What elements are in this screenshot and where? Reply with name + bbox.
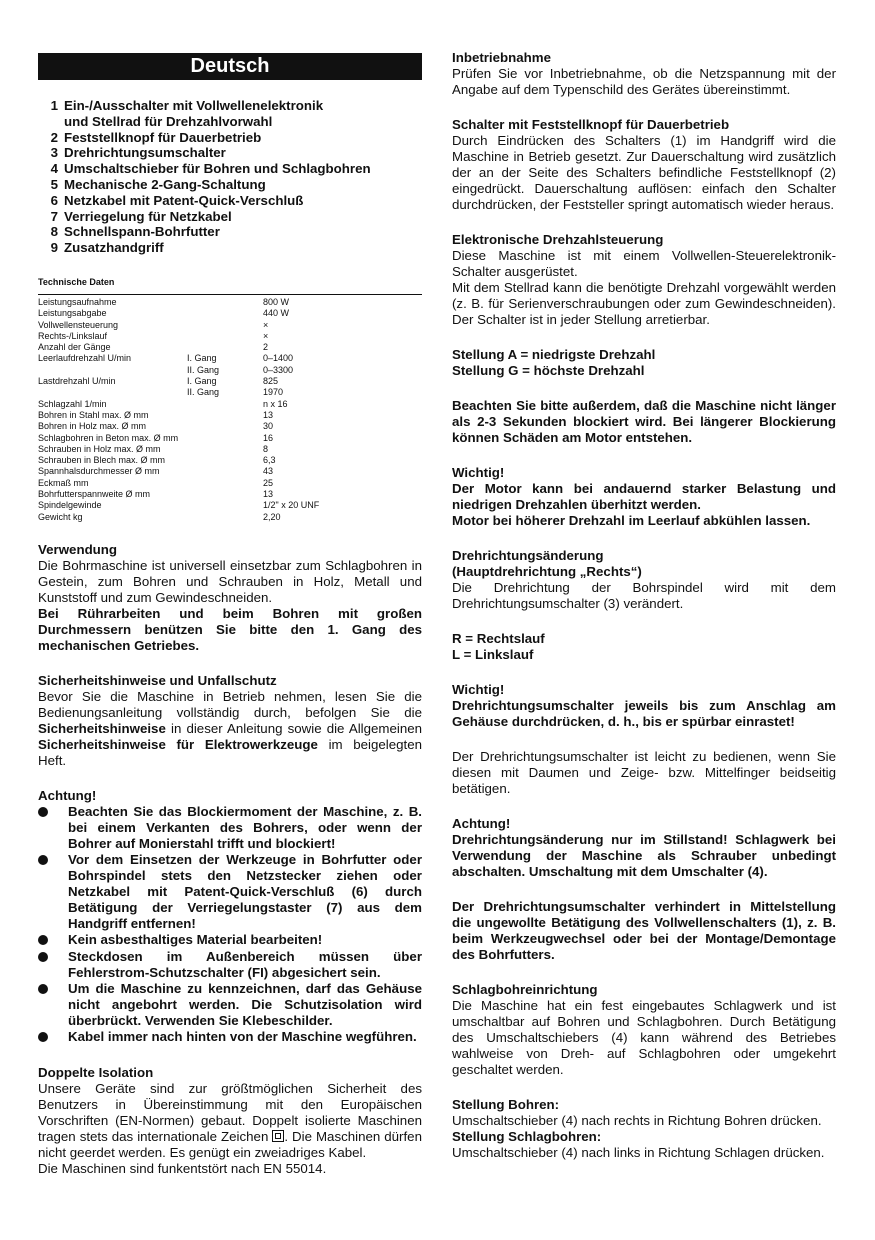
tech-data-row bbox=[38, 512, 422, 523]
bullet-item: Vor dem Einsetzen der Werkzeuge in Bohrfutter oder Bohrspindel stets den Netzstecker ziehen oder Netzkabel mit Patent-Quick-Verschluß (6) durch Betätigung der Verriegelungstaster (7) aus dem Handgriff entfernen! bbox=[38, 852, 422, 932]
tech-data-row bbox=[38, 444, 422, 455]
tech-data-value: × bbox=[263, 319, 269, 330]
section-wichtig-motor bbox=[452, 465, 836, 529]
section-doppelte-isolation bbox=[38, 1065, 422, 1177]
tech-data-value: 440 W bbox=[263, 308, 290, 319]
list-item: 8 Schnellspann-Bohrfutter bbox=[50, 224, 220, 240]
section-schalter bbox=[452, 117, 836, 213]
section-heading: Elektronische Drehzahlsteuerung bbox=[452, 232, 664, 247]
tech-data-value: 13 bbox=[263, 489, 274, 500]
section-achtung-stillstand bbox=[452, 816, 836, 880]
section-wichtig-umschalter bbox=[452, 682, 836, 730]
tech-data-sub bbox=[187, 512, 263, 523]
section-heading: Inbetriebnahme bbox=[452, 50, 552, 65]
tech-data-label: Schlagzahl 1/min bbox=[38, 398, 107, 409]
tech-data-row bbox=[38, 478, 422, 489]
tech-data-label: Anzahl der Gänge bbox=[38, 342, 111, 353]
section-heading: Achtung! bbox=[38, 787, 97, 803]
tech-data-row bbox=[38, 365, 422, 376]
tech-data-row bbox=[38, 466, 422, 477]
tech-data-sub bbox=[187, 500, 263, 511]
tech-data-label: Bohren in Holz max. Ø mm bbox=[38, 421, 147, 432]
paragraph: Diese Maschine ist mit einem Vollwellen-Steuerelektronik-Schalter ausgerüstet. bbox=[452, 248, 836, 279]
section-achtung bbox=[38, 788, 422, 1046]
tech-data-sub bbox=[187, 489, 263, 500]
tech-data-value: 1970 bbox=[263, 387, 284, 398]
paragraph: Die Maschinen sind funkentstört nach EN 55014. bbox=[38, 1160, 327, 1176]
tech-data-label: Lastdrehzahl U/min bbox=[38, 376, 116, 387]
bullet-item: Beachten Sie das Blockiermoment der Maschine, z. B. bei einem Verkanten des Bohrers, oder wenn der Bohrer auf Monierstahl trifft und blockiert! bbox=[38, 804, 422, 852]
tech-data-label: Schrauben in Holz max. Ø mm bbox=[38, 443, 161, 454]
tech-data-label: Schlagbohren in Beton max. Ø mm bbox=[38, 432, 179, 443]
bullet-item: Kabel immer nach hinten von der Maschine wegführen. bbox=[38, 1029, 422, 1046]
section-schlagbohr bbox=[452, 982, 836, 1078]
tech-data-value: 6,3 bbox=[263, 455, 276, 466]
paragraph-bold: Drehrichtungsumschalter jeweils bis zum Anschlag am Gehäuse durchdrücken, d. h., bis er spürbar einrastet! bbox=[452, 698, 836, 729]
tech-data-sub bbox=[187, 433, 263, 444]
tech-data-sub bbox=[187, 399, 263, 410]
right-column bbox=[452, 50, 836, 1161]
tech-data-label: Eckmaß mm bbox=[38, 477, 89, 488]
tech-data-value: 25 bbox=[263, 477, 274, 488]
section-heading: Wichtig! bbox=[452, 682, 505, 697]
tech-data-row bbox=[38, 320, 422, 331]
tech-data-label: Bohrfutterspannweite Ø mm bbox=[38, 489, 151, 500]
tech-data-sub bbox=[187, 444, 263, 455]
bullet-icon bbox=[38, 949, 68, 981]
tech-data-sub bbox=[187, 308, 263, 319]
section-rl bbox=[452, 631, 836, 663]
section-inbetriebnahme bbox=[452, 50, 836, 98]
section-heading: Doppelte Isolation bbox=[38, 1064, 154, 1080]
list-item: 1 Ein-/Ausschalter mit Vollwellenelektronik und Stellrad für Drehzahlvorwahl bbox=[50, 98, 324, 129]
double-insulation-icon bbox=[272, 1130, 284, 1142]
tech-data-row bbox=[38, 308, 422, 319]
stellung-g: Stellung G = höchste Drehzahl bbox=[452, 363, 645, 378]
tech-data-label: Gewicht kg bbox=[38, 511, 83, 522]
tech-data-sub: I. Gang bbox=[187, 376, 217, 387]
section-heading: Drehrichtungsänderung bbox=[452, 548, 604, 563]
paragraph: Die Drehrichtung der Bohrspindel wird mit dem Drehrichtungsumschalter (3) verändert. bbox=[452, 580, 836, 611]
paragraph: Mit dem Stellrad kann die benötigte Drehzahl vorgewählt werden (z. B. für Serienverschraubungen oder zum Gewindeschneiden). Der Schalter ist in jeder Stellung arretierbar. bbox=[452, 280, 836, 327]
list-item: 3 Drehrichtungsumschalter bbox=[50, 145, 226, 161]
tech-data-label: Spindelgewinde bbox=[38, 500, 102, 511]
section-heading: Stellung Bohren: bbox=[452, 1097, 560, 1112]
paragraph: Unsere Geräte sind zur größtmöglichen Sicherheit des Benutzers in Übereinstimmung mit den Europäischen Vorschriften (EN-Normen) gebaut. Doppelt isolierte Maschinen tragen stets das internationale Zeichen . Die Maschinen dürfen nicht geerdet werden. Es genügt ein zweiadriges Kabel. bbox=[38, 1080, 422, 1160]
bullet-icon bbox=[38, 804, 68, 852]
tech-data-sub bbox=[187, 320, 263, 331]
list-item: 9 Zusatzhandgriff bbox=[50, 240, 164, 256]
tech-data-row bbox=[38, 342, 422, 353]
tech-data-value: 8 bbox=[263, 443, 269, 454]
list-item: 5 Mechanische 2-Gang-Schaltung bbox=[50, 176, 266, 192]
bullet-icon bbox=[38, 852, 68, 932]
tech-data-value: 2,20 bbox=[263, 511, 281, 522]
rechtslauf: R = Rechtslauf bbox=[452, 631, 545, 646]
stellung-a: Stellung A = niedrigste Drehzahl bbox=[452, 347, 656, 362]
tech-data-sub bbox=[187, 455, 263, 466]
paragraph: Der Drehrichtungsumschalter ist leicht zu bedienen, wenn Sie diesen mit Daumen und Zeige- bzw. Mittelfinger beidseitig betätigen. bbox=[452, 749, 836, 796]
tech-data-row bbox=[38, 331, 422, 342]
section-verwendung bbox=[38, 542, 422, 654]
section-mittelstellung bbox=[452, 899, 836, 963]
section-heading: Sicherheitshinweise und Unfallschutz bbox=[38, 672, 277, 688]
linkslauf: L = Linkslauf bbox=[452, 647, 534, 662]
bullet-icon bbox=[38, 1029, 68, 1046]
tech-data-value: 43 bbox=[263, 466, 274, 477]
paragraph-bold: Drehrichtungsänderung nur im Stillstand! Schlagwerk bei Verwendung der Maschine als Schrauber unbedingt abschalten. Umschaltung mit dem Umschalter (4). bbox=[452, 832, 836, 879]
section-elektronik bbox=[452, 232, 836, 328]
paragraph: Die Bohrmaschine ist universell einsetzbar zum Schlagbohren in Gestein, zum Bohren und Schrauben in Holz, Metall und Kunststoff und zum Gewindeschneiden. bbox=[38, 557, 422, 605]
paragraph-bold: Der Motor kann bei andauernd starker Belastung und niedrigen Drehzahlen überhitzt werden. bbox=[452, 481, 836, 512]
tech-data-value: 0–1400 bbox=[263, 353, 294, 364]
section-stellung bbox=[452, 347, 836, 379]
tech-data-value: 1/2" x 20 UNF bbox=[263, 500, 320, 511]
tech-data-label: Spannhalsdurchmesser Ø mm bbox=[38, 466, 160, 477]
parts-list bbox=[38, 98, 422, 256]
section-heading: Schalter mit Feststellknopf für Dauerbetrieb bbox=[452, 117, 730, 132]
section-heading: Achtung! bbox=[452, 816, 511, 831]
tech-data-row bbox=[38, 353, 422, 364]
paragraph: Umschaltschieber (4) nach links in Richtung Schlagen drücken. bbox=[452, 1145, 825, 1160]
tech-data-table bbox=[38, 297, 422, 523]
tech-data-label bbox=[38, 365, 187, 376]
section-bedienung bbox=[452, 749, 836, 797]
tech-data-sub: I. Gang bbox=[187, 353, 217, 364]
tech-data-label: Rechts-/Linkslauf bbox=[38, 330, 108, 341]
tech-data-sub bbox=[187, 342, 263, 353]
tech-data-sub: II. Gang bbox=[187, 364, 220, 375]
paragraph: Die Maschine hat ein fest eingebautes Schlagwerk und ist umschaltbar auf Bohren und Schlagbohren. Durch Betätigung des Umschaltschiebers (4) kann während des Betriebes wahlweise von Dreh- auf Schlagbohren oder umgekehrt geschaltet werden. bbox=[452, 998, 836, 1077]
tech-data-value: 13 bbox=[263, 409, 274, 420]
tech-data-label: Vollwellensteuerung bbox=[38, 319, 119, 330]
section-stellung-bohren bbox=[452, 1097, 836, 1161]
tech-data-sub bbox=[187, 297, 263, 308]
tech-data-sub bbox=[187, 421, 263, 432]
tech-data-label: Bohren in Stahl max. Ø mm bbox=[38, 409, 149, 420]
list-item: 2 Feststellknopf für Dauerbetrieb bbox=[50, 129, 262, 145]
section-drehrichtung bbox=[452, 548, 836, 612]
tech-data-sub: II. Gang bbox=[187, 387, 220, 398]
paragraph-bold: Beachten Sie bitte außerdem, daß die Maschine nicht länger als 2-3 Sekunden blockiert wird. Bei längerer Blockierung können Schäden am Motor entstehen. bbox=[452, 398, 836, 445]
tech-data-value: 0–3300 bbox=[263, 364, 294, 375]
section-heading: Schlagbohreinrichtung bbox=[452, 982, 598, 997]
tech-data-row bbox=[38, 500, 422, 511]
tech-data-label: Leistungsaufnahme bbox=[38, 296, 117, 307]
tech-data-row bbox=[38, 455, 422, 466]
tech-data-row bbox=[38, 489, 422, 500]
section-sicherheit bbox=[38, 673, 422, 769]
paragraph-bold: Der Drehrichtungsumschalter verhindert in Mittelstellung die ungewollte Betätigung des Vollwellenschalters (1), z. B. beim Werkzeugwechsel oder bei der Montage/Demontage des Bohrfutters. bbox=[452, 899, 836, 962]
tech-data-row bbox=[38, 433, 422, 444]
section-subheading: (Hauptdrehrichtung „Rechts“) bbox=[452, 564, 642, 579]
paragraph-bold: Motor bei höherer Drehzahl im Leerlauf abkühlen lassen. bbox=[452, 513, 811, 528]
left-column bbox=[38, 50, 422, 1177]
tech-data-sub bbox=[187, 478, 263, 489]
language-header: Deutsch bbox=[38, 53, 422, 80]
tech-data-sub bbox=[187, 466, 263, 477]
section-heading: Stellung Schlagbohren: bbox=[452, 1129, 602, 1144]
tech-data-value: n x 16 bbox=[263, 398, 288, 409]
tech-data-value: 800 W bbox=[263, 296, 290, 307]
bullet-icon bbox=[38, 932, 68, 949]
list-item: 7 Verriegelung für Netzkabel bbox=[50, 208, 232, 224]
tech-data-value: 30 bbox=[263, 421, 274, 432]
paragraph: Prüfen Sie vor Inbetriebnahme, ob die Netzspannung mit der Angabe auf dem Typenschild des Gerätes übereinstimmt. bbox=[452, 66, 836, 97]
tech-data-row bbox=[38, 421, 422, 432]
tech-data-value: × bbox=[263, 330, 269, 341]
bullet-item: Kein asbesthaltiges Material bearbeiten! bbox=[38, 932, 422, 949]
tech-data-label: Schrauben in Blech max. Ø mm bbox=[38, 455, 166, 466]
tech-data-value: 16 bbox=[263, 432, 274, 443]
section-heading: Wichtig! bbox=[452, 465, 505, 480]
tech-data-row bbox=[38, 387, 422, 398]
bullet-item: Um die Maschine zu kennzeichnen, darf das Gehäuse nicht angebohrt werden. Die Schutzisolation wird überbrückt. Verwenden Sie Klebeschilder. bbox=[38, 981, 422, 1029]
section-blockier-note bbox=[452, 398, 836, 446]
tech-data-row bbox=[38, 376, 422, 387]
tech-data-title: Technische Daten bbox=[38, 276, 115, 287]
tech-data-sub bbox=[187, 410, 263, 421]
tech-data-divider bbox=[38, 294, 422, 295]
list-item: 6 Netzkabel mit Patent-Quick-Verschluß bbox=[50, 192, 304, 208]
tech-data-value: 825 bbox=[263, 376, 279, 387]
paragraph-bold: Bei Rührarbeiten und beim Bohren mit großen Durchmessern benützen Sie bitte den 1. Gang des mechanischen Getriebes. bbox=[38, 605, 422, 653]
tech-data-row bbox=[38, 297, 422, 308]
tech-data-label: Leistungsabgabe bbox=[38, 308, 107, 319]
paragraph: Umschaltschieber (4) nach rechts in Richtung Bohren drücken. bbox=[452, 1113, 822, 1128]
paragraph: Durch Eindrücken des Schalters (1) im Handgriff wird die Maschine in Betrieb gesetzt. Zur Dauerschaltung wird zusätzlich der an der Seite des Schalters befindliche Feststellknopf (2) eingedrückt. Dauerschaltung auflösen: einfach den Schalter durchdrücken, der Feststeller springt automatisch wieder heraus. bbox=[452, 133, 836, 212]
paragraph: Bevor Sie die Maschine in Betrieb nehmen, lesen Sie die Bedienungsanleitung vollständig durch, befolgen Sie die Sicherheitshinweise in dieser Anleitung sowie die Allgemeinen Sicherheitshinweise für Elektrowerkzeuge im beigelegten Heft. bbox=[38, 688, 423, 768]
bullet-item: Steckdosen im Außenbereich müssen über Fehlerstrom-Schutzschalter (FI) abgesichert sein. bbox=[38, 949, 422, 981]
tech-data-row bbox=[38, 410, 422, 421]
tech-data-row bbox=[38, 399, 422, 410]
tech-data-label: Leerlaufdrehzahl U/min bbox=[38, 353, 132, 364]
tech-data-sub bbox=[187, 331, 263, 342]
tech-data-label bbox=[38, 387, 187, 398]
section-heading: Verwendung bbox=[38, 541, 118, 557]
list-item: 4 Umschaltschieber für Bohren und Schlagbohren bbox=[50, 161, 371, 177]
bullet-icon bbox=[38, 981, 68, 1029]
tech-data-value: 2 bbox=[263, 342, 269, 353]
